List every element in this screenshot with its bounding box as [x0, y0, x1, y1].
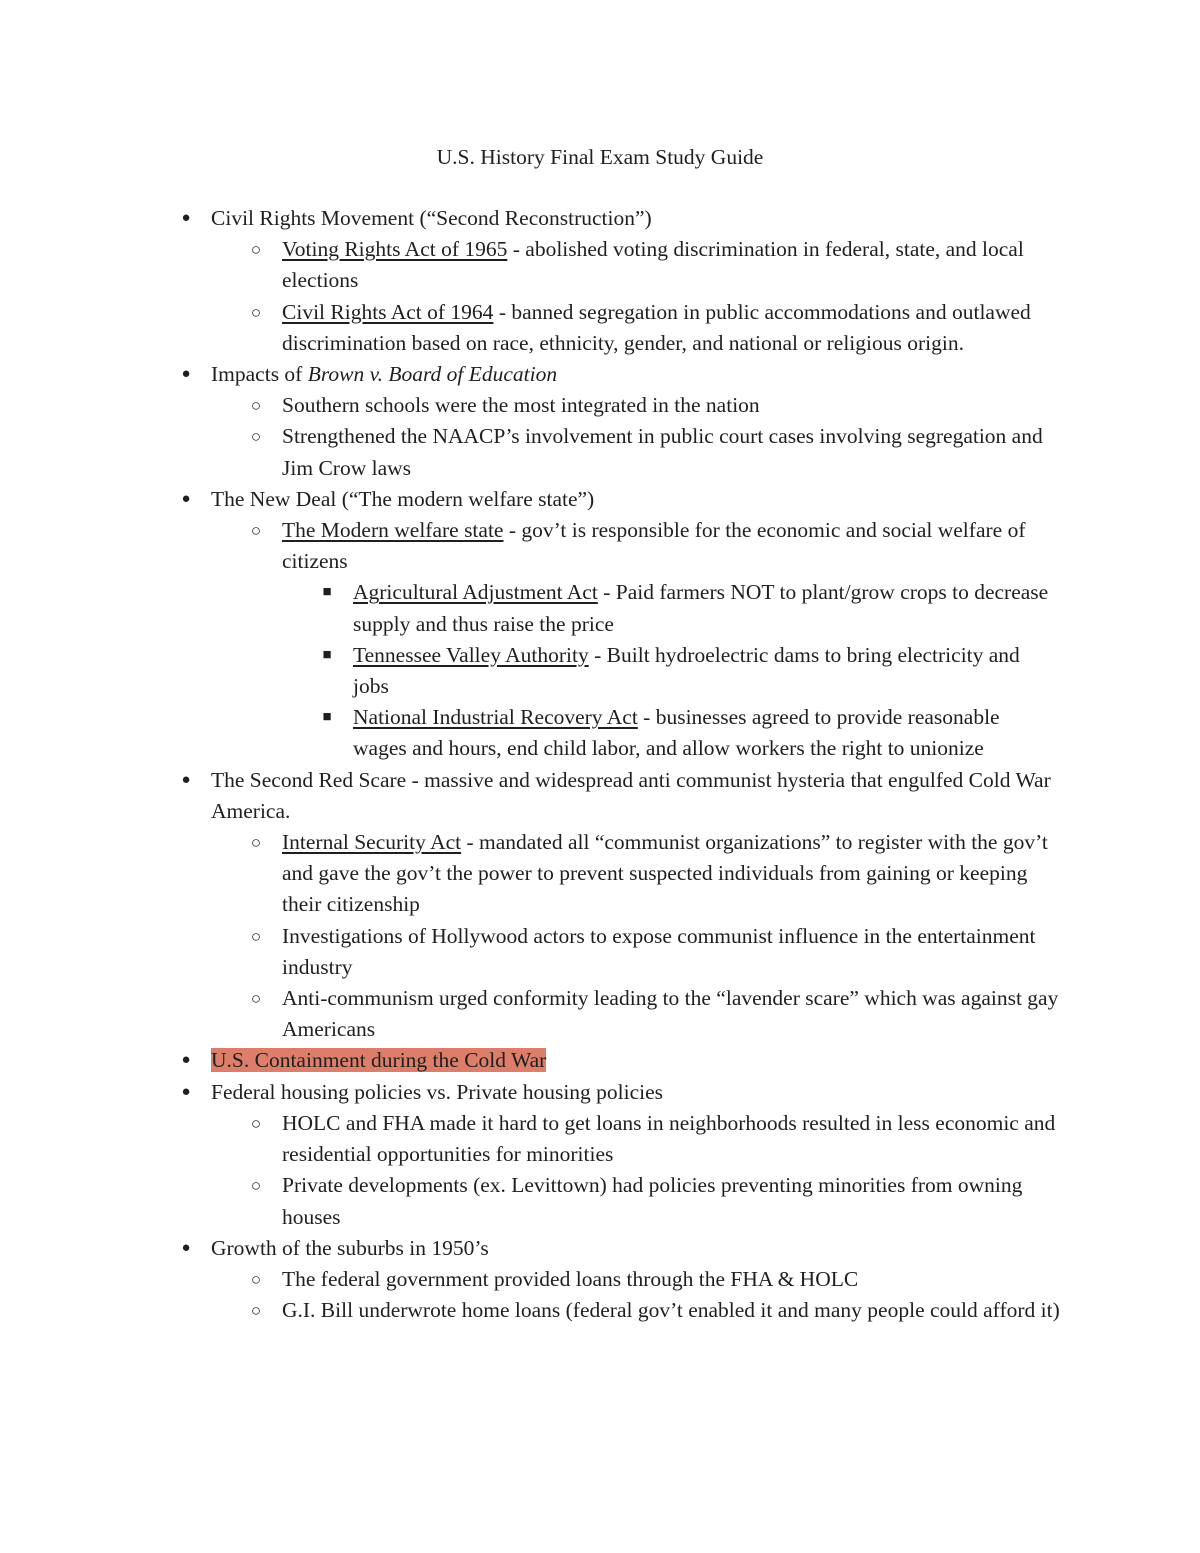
list-item [0, 577, 1058, 639]
list-item [0, 1077, 1061, 1108]
list-item-text: Investigations of Hollywood actors to expose communist influence in the entertainment industry [282, 923, 1036, 979]
list-item-text: Anti-communism urged conformity leading to the “lavender scare” which was against gay Americans [282, 986, 1059, 1042]
circle-bullet-icon: ○ [250, 427, 262, 447]
circle-bullet-icon: ○ [250, 1113, 262, 1133]
circle-bullet-icon: ○ [250, 396, 262, 416]
list-item [0, 827, 1062, 921]
list-item-text: G.I. Bill underwrote home loans (federal gov’t enabled it and many people could afford it) [282, 1298, 1060, 1323]
list-item-text: The Second Red Scare - massive and widespread anti communist hysteria that engulfed Cold War America. [211, 767, 1051, 823]
list-item [0, 702, 1058, 764]
list-item [0, 640, 1058, 702]
circle-bullet-icon: ○ [250, 833, 262, 853]
list-item-text: Southern schools were the most integrated in the nation [282, 393, 760, 418]
term: Tennessee Valley Authority [353, 642, 589, 667]
list-item [0, 983, 1062, 1045]
list-item [0, 390, 1062, 421]
list-item-text: Federal housing policies vs. Private housing policies [211, 1079, 664, 1104]
case-name: Brown v. Board of Education [307, 362, 558, 387]
highlighted-text: U.S. Containment during the Cold War [211, 1048, 547, 1073]
circle-bullet-icon: ○ [250, 240, 262, 260]
list-item [0, 1170, 1062, 1232]
square-bullet-icon: ■ [322, 646, 332, 663]
list-item [0, 203, 1061, 234]
bullet-icon: ● [181, 1083, 191, 1100]
list-item [0, 1295, 1062, 1326]
bullet-icon: ● [181, 366, 191, 383]
circle-bullet-icon: ○ [250, 521, 262, 541]
circle-bullet-icon: ○ [250, 1301, 262, 1321]
list-item-text: HOLC and FHA made it hard to get loans in neighborhoods resulted in less economic and residential opportunities for minorities [282, 1110, 1056, 1167]
list-item [0, 1108, 1062, 1170]
circle-bullet-icon: ○ [250, 1176, 262, 1196]
bullet-icon: ● [181, 1239, 191, 1256]
term-description: - businesses agreed to provide reasonable wages and hours, end child labor, and allow workers the right to unionize [353, 705, 1000, 761]
circle-bullet-icon: ○ [250, 1269, 262, 1289]
term-description: - gov’t is responsible for the economic and social welfare of citizens [282, 518, 1026, 574]
list-item-text: Strengthened the NAACP’s involvement in public court cases involving segregation and Jim Crow laws [282, 424, 1043, 480]
list-item [0, 297, 1062, 359]
square-bullet-icon: ■ [322, 709, 332, 726]
circle-bullet-icon: ○ [250, 926, 262, 946]
bullet-icon: ● [181, 1052, 191, 1069]
list-item-text: Private developments (ex. Levittown) had policies preventing minorities from owning houses [282, 1173, 1023, 1229]
list-item [0, 484, 1061, 515]
term-description: - mandated all “communist organizations” to register with the gov’t and gave the gov’t the power to prevent suspected individuals from gaining or keeping their citizenship [282, 830, 1048, 917]
list-item-text: Civil Rights Movement (“Second Reconstruction”) [211, 206, 652, 230]
term-description: - Built hydroelectric dams to bring electricity and jobs [353, 642, 1020, 699]
list-item [0, 1233, 1061, 1264]
term: Internal Security Act [282, 830, 462, 855]
term: Agricultural Adjustment Act [353, 580, 598, 605]
square-bullet-icon: ■ [322, 584, 332, 601]
list-item-text: The federal government provided loans through the FHA & HOLC [282, 1266, 859, 1291]
list-item [0, 765, 1061, 827]
term: The Modern welfare state [282, 518, 504, 543]
list-item [0, 921, 1062, 983]
term: Voting Rights Act of 1965 [282, 237, 508, 262]
page-title: U.S. History Final Exam Study Guide [436, 145, 764, 169]
list-item [0, 421, 1062, 483]
list-item [0, 1264, 1062, 1295]
list-item-text: Impacts of [211, 362, 308, 387]
term: National Industrial Recovery Act [353, 705, 638, 730]
list-item [0, 1045, 1061, 1076]
term-description: - banned segregation in public accommodations and outlawed discrimination based on race, ethnicity, gender, and national or religious origin. [282, 299, 1031, 355]
term: Civil Rights Act of 1964 [282, 299, 494, 324]
list-item [0, 515, 1062, 577]
list-item-text: The New Deal (“The modern welfare state”) [211, 486, 595, 511]
bullet-icon: ● [181, 771, 191, 788]
study-guide-list [0, 203, 1200, 1326]
term-description: - Paid farmers NOT to plant/grow crops to decrease supply and thus raise the price [353, 580, 1049, 636]
term-description: - abolished voting discrimination in federal, state, and local elections [282, 237, 1024, 293]
list-item [0, 234, 1062, 296]
bullet-icon: ● [181, 210, 191, 226]
list-item-text: Growth of the suburbs in 1950’s [211, 1235, 489, 1260]
circle-bullet-icon: ○ [250, 989, 262, 1009]
circle-bullet-icon: ○ [250, 302, 262, 322]
list-item [0, 359, 1061, 390]
bullet-icon: ● [181, 490, 191, 507]
